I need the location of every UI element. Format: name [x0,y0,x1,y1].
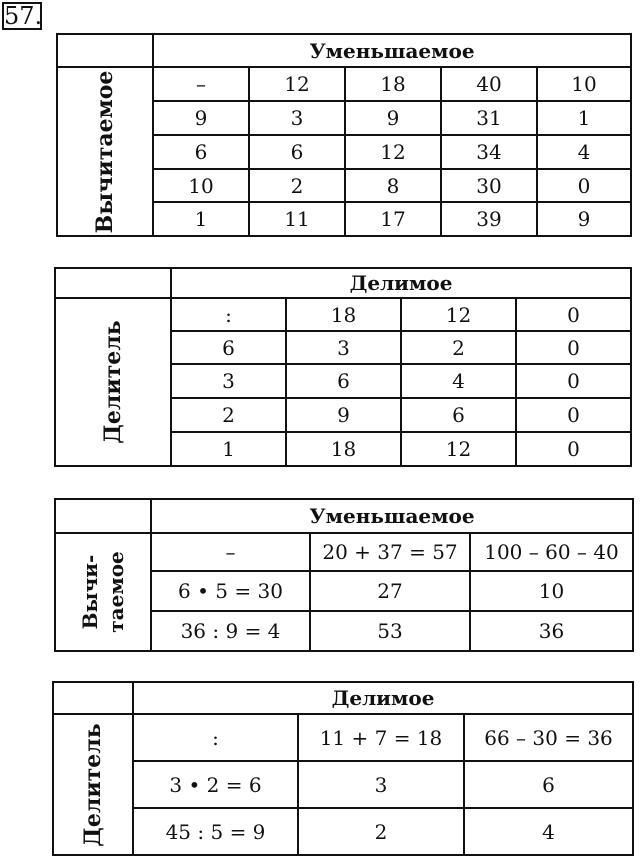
table-cell: 18 [286,432,401,466]
table-cell: 2 [298,808,464,855]
divisor-header-cell [55,298,171,466]
subtrahend-header-line1: Вычи- [78,554,102,630]
divisor-header: Делитель [80,722,106,847]
column-value: 66 – 30 = 36 [464,714,633,761]
table-cell: 0 [516,432,631,466]
table-cell: 27 [310,571,470,611]
table-cell: 9 [537,202,631,236]
table-cell: 30 [441,169,537,202]
row-label: 1 [153,202,249,236]
operation-cell: – [151,533,310,571]
table-cell: 12 [401,432,516,466]
table-cell: 10 [470,571,633,611]
dividend-header: Делимое [171,268,631,298]
row-label: 6 [171,331,286,364]
table-cell: 0 [516,331,631,364]
table-corner [57,34,153,67]
row-label: 1 [171,432,286,466]
row-label: 9 [153,101,249,135]
table-cell: 2 [401,331,516,364]
column-value: 18 [345,67,441,101]
division-table-1 [54,267,632,467]
column-value: 10 [537,67,631,101]
row-label: 6 [153,135,249,169]
table-cell: 53 [310,611,470,651]
row-label: 3 • 2 = 6 [133,761,298,808]
table-cell: 0 [537,169,631,202]
row-label: 2 [171,398,286,432]
operation-cell: – [153,67,249,101]
row-label: 36 : 9 = 4 [151,611,310,651]
row-label: 10 [153,169,249,202]
table-cell: 3 [249,101,345,135]
table-cell: 31 [441,101,537,135]
column-value: 11 + 7 = 18 [298,714,464,761]
table-cell: 17 [345,202,441,236]
column-value: 20 + 37 = 57 [310,533,470,571]
table-cell: 11 [249,202,345,236]
subtraction-table-2 [54,498,634,652]
table-cell: 6 [464,761,633,808]
table-cell: 6 [286,364,401,398]
operation-cell: : [171,298,286,331]
minuend-header: Уменьшаемое [153,34,631,67]
row-label: 45 : 5 = 9 [133,808,298,855]
table-cell: 9 [345,101,441,135]
table-cell: 4 [464,808,633,855]
column-value: 12 [401,298,516,331]
table-corner [55,268,171,298]
table-cell: 36 [470,611,633,651]
table-cell: 6 [249,135,345,169]
dividend-header: Делимое [133,682,633,714]
column-value: 0 [516,298,631,331]
subtrahend-header: Вычитаемое [92,70,118,233]
subtrahend-header-cell [57,67,153,236]
table-cell: 1 [537,101,631,135]
table-corner [53,682,133,714]
table-cell: 34 [441,135,537,169]
exercise-number: 57. [4,2,43,30]
table-cell: 3 [286,331,401,364]
minuend-header: Уменьшаемое [151,499,633,533]
subtrahend-header [77,551,129,633]
table-cell: 3 [298,761,464,808]
table-corner [55,499,151,533]
subtraction-table-1 [56,33,632,237]
divisor-header-cell [53,714,133,855]
table-cell: 12 [345,135,441,169]
column-value: 100 – 60 – 40 [470,533,633,571]
table-cell: 39 [441,202,537,236]
column-value: 40 [441,67,537,101]
table-cell: 4 [401,364,516,398]
column-value: 18 [286,298,401,331]
table-cell: 0 [516,364,631,398]
table-cell: 9 [286,398,401,432]
column-value: 12 [249,67,345,101]
table-cell: 8 [345,169,441,202]
table-cell: 0 [516,398,631,432]
row-label: 3 [171,364,286,398]
division-table-2 [52,681,634,856]
table-cell: 6 [401,398,516,432]
divisor-header: Делитель [100,320,126,444]
table-cell: 2 [249,169,345,202]
subtrahend-header-line2: таемое [104,551,128,633]
table-cell: 4 [537,135,631,169]
subtrahend-header-cell [55,533,151,651]
operation-cell: : [133,714,298,761]
row-label: 6 • 5 = 30 [151,571,310,611]
